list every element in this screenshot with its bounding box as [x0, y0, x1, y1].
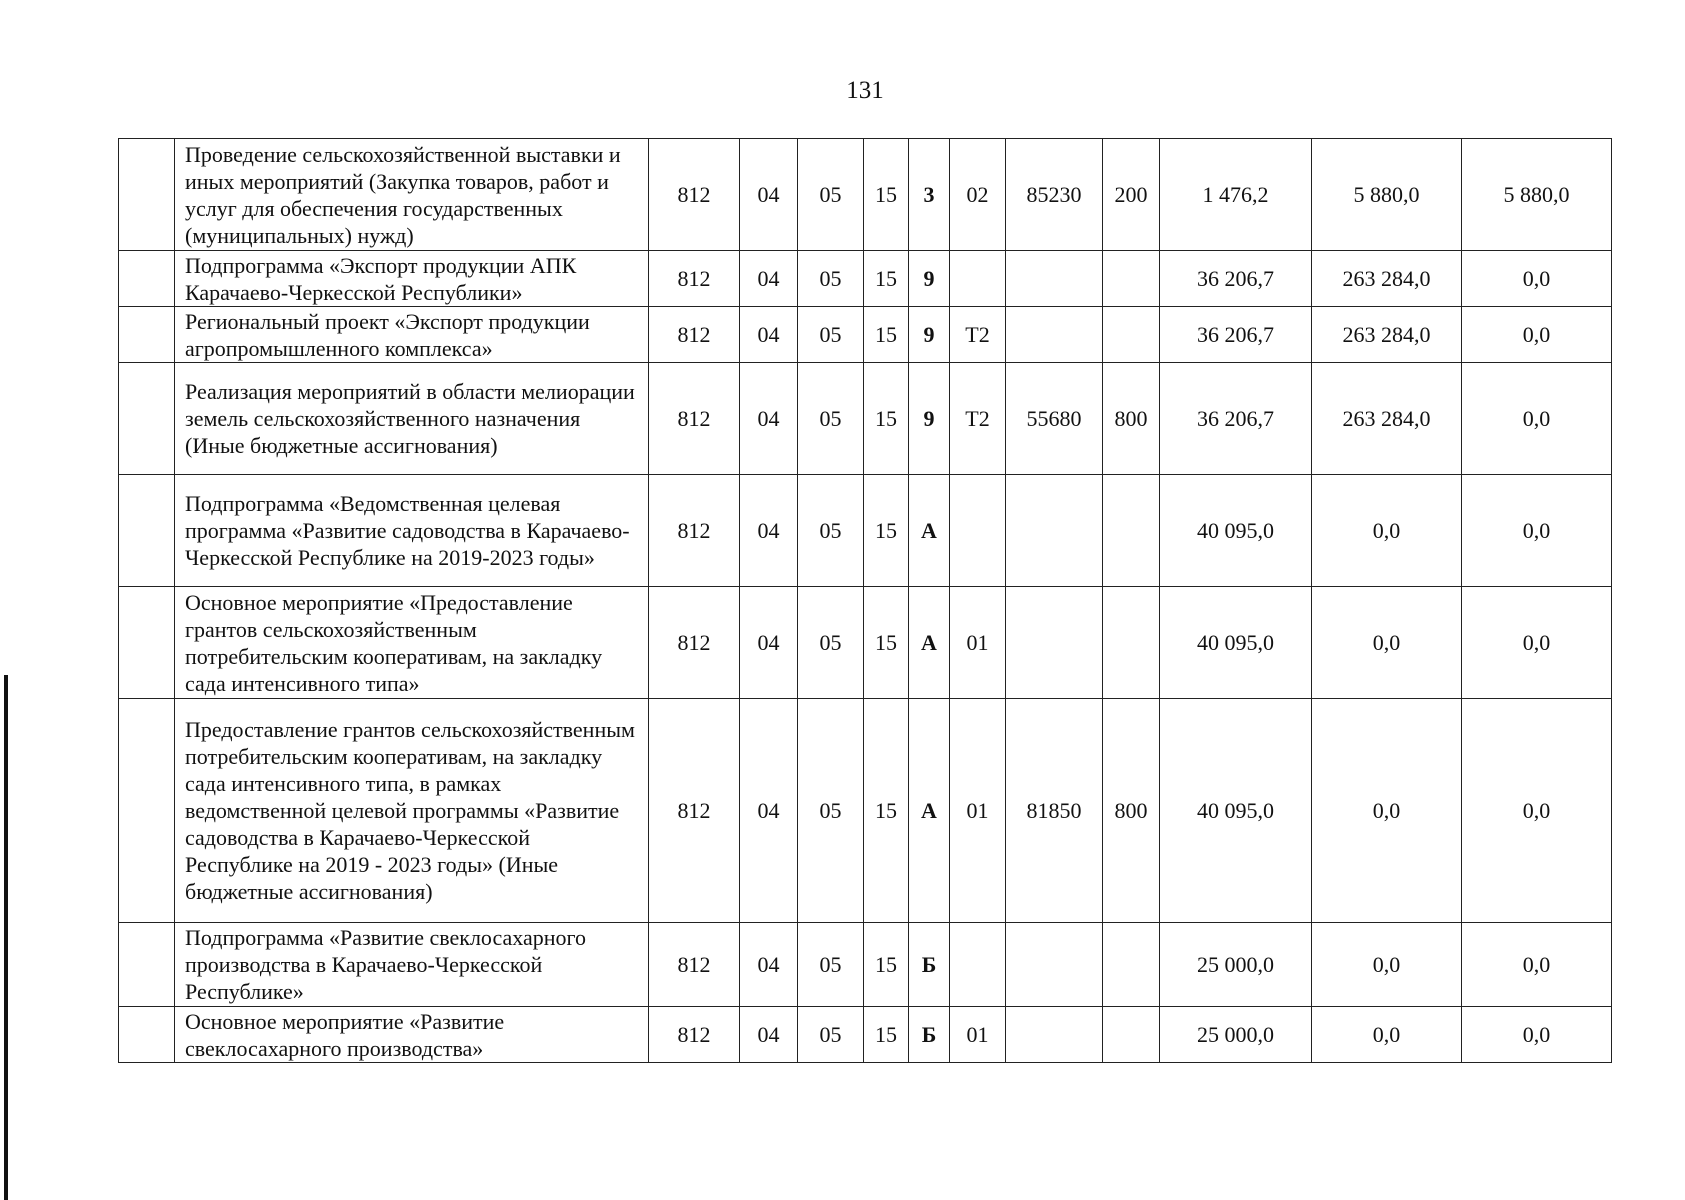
amount-year-2-cell: 0,0	[1312, 923, 1462, 1007]
amount-year-3-cell: 0,0	[1462, 699, 1612, 923]
program-code-cell: 15	[864, 251, 909, 307]
table-row	[119, 699, 1612, 923]
amount-year-2-cell: 5 880,0	[1312, 139, 1462, 251]
subprogram-code-cell: 9	[909, 363, 950, 475]
amount-year-1-cell: 25 000,0	[1160, 1007, 1312, 1063]
expense-direction-cell	[1006, 587, 1103, 699]
program-code-cell: 15	[864, 475, 909, 587]
subsection-code-cell: 05	[798, 699, 864, 923]
event-code-cell	[950, 475, 1006, 587]
expense-direction-cell	[1006, 923, 1103, 1007]
expense-type-cell	[1103, 1007, 1160, 1063]
expense-type-cell	[1103, 307, 1160, 363]
subsection-code-cell: 05	[798, 475, 864, 587]
expense-type-cell	[1103, 587, 1160, 699]
item-name-cell: Подпрограмма «Ведомственная целевая программа «Развитие садоводства в Карачаево-Черкесской Республике на 2019-2023 годы»	[175, 475, 649, 587]
subsection-code-cell: 05	[798, 139, 864, 251]
section-code-cell: 04	[740, 363, 798, 475]
subprogram-code-cell: А	[909, 699, 950, 923]
item-name-cell: Подпрограмма «Развитие свеклосахарного производства в Карачаево-Черкесской Республике»	[175, 923, 649, 1007]
row-number-cell	[119, 307, 175, 363]
amount-year-2-cell: 0,0	[1312, 1007, 1462, 1063]
item-name-cell: Основное мероприятие «Развитие свеклосахарного производства»	[175, 1007, 649, 1063]
event-code-cell: 01	[950, 699, 1006, 923]
event-code-cell: 02	[950, 139, 1006, 251]
subsection-code-cell: 05	[798, 1007, 864, 1063]
table-row	[119, 363, 1612, 475]
program-code-cell: 15	[864, 923, 909, 1007]
subsection-code-cell: 05	[798, 307, 864, 363]
row-number-cell	[119, 923, 175, 1007]
program-code-cell: 15	[864, 699, 909, 923]
item-name-cell: Предоставление грантов сельскохозяйственным потребительским кооперативам, на закладку сада интенсивного типа, в рамках ведомственной целевой программы «Развитие садоводства в Карачаево-Черкесской Республике на 2019 - 2023 годы» (Иные бюджетные ассигнования)	[175, 699, 649, 923]
budget-table	[118, 138, 1612, 1063]
amount-year-2-cell: 0,0	[1312, 587, 1462, 699]
ministry-code-cell: 812	[649, 363, 740, 475]
amount-year-2-cell: 263 284,0	[1312, 251, 1462, 307]
section-code-cell: 04	[740, 307, 798, 363]
amount-year-1-cell: 36 206,7	[1160, 363, 1312, 475]
expense-direction-cell	[1006, 251, 1103, 307]
amount-year-3-cell: 0,0	[1462, 307, 1612, 363]
amount-year-1-cell: 40 095,0	[1160, 587, 1312, 699]
section-code-cell: 04	[740, 1007, 798, 1063]
section-code-cell: 04	[740, 475, 798, 587]
ministry-code-cell: 812	[649, 923, 740, 1007]
subsection-code-cell: 05	[798, 363, 864, 475]
amount-year-2-cell: 263 284,0	[1312, 307, 1462, 363]
event-code-cell: Т2	[950, 363, 1006, 475]
amount-year-1-cell: 40 095,0	[1160, 475, 1312, 587]
subprogram-code-cell: 9	[909, 251, 950, 307]
section-code-cell: 04	[740, 923, 798, 1007]
ministry-code-cell: 812	[649, 1007, 740, 1063]
expense-type-cell: 800	[1103, 699, 1160, 923]
item-name-cell: Проведение сельскохозяйственной выставки и иных мероприятий (Закупка товаров, работ и услуг для обеспечения государственных (муниципальных) нужд)	[175, 139, 649, 251]
item-name-cell: Региональный проект «Экспорт продукции агропромышленного комплекса»	[175, 307, 649, 363]
page-number: 131	[846, 77, 884, 104]
amount-year-2-cell: 263 284,0	[1312, 363, 1462, 475]
item-name-cell: Основное мероприятие «Предоставление грантов сельскохозяйственным потребительским кооперативам, на закладку сада интенсивного типа»	[175, 587, 649, 699]
item-name-cell: Реализация мероприятий в области мелиорации земель сельскохозяйственного назначения (Иные бюджетные ассигнования)	[175, 363, 649, 475]
expense-type-cell	[1103, 923, 1160, 1007]
program-code-cell: 15	[864, 1007, 909, 1063]
section-code-cell: 04	[740, 699, 798, 923]
subsection-code-cell: 05	[798, 251, 864, 307]
expense-type-cell	[1103, 251, 1160, 307]
scan-edge-line	[4, 675, 8, 1200]
row-number-cell	[119, 1007, 175, 1063]
table-row	[119, 251, 1612, 307]
ministry-code-cell: 812	[649, 587, 740, 699]
table-row	[119, 1007, 1612, 1063]
expense-direction-cell	[1006, 1007, 1103, 1063]
amount-year-3-cell: 0,0	[1462, 363, 1612, 475]
amount-year-3-cell: 5 880,0	[1462, 139, 1612, 251]
amount-year-3-cell: 0,0	[1462, 1007, 1612, 1063]
table-row	[119, 923, 1612, 1007]
amount-year-1-cell: 36 206,7	[1160, 251, 1312, 307]
amount-year-1-cell: 25 000,0	[1160, 923, 1312, 1007]
program-code-cell: 15	[864, 587, 909, 699]
subprogram-code-cell: Б	[909, 1007, 950, 1063]
amount-year-3-cell: 0,0	[1462, 251, 1612, 307]
amount-year-1-cell: 36 206,7	[1160, 307, 1312, 363]
amount-year-3-cell: 0,0	[1462, 475, 1612, 587]
ministry-code-cell: 812	[649, 307, 740, 363]
ministry-code-cell: 812	[649, 699, 740, 923]
expense-direction-cell: 81850	[1006, 699, 1103, 923]
subsection-code-cell: 05	[798, 923, 864, 1007]
table-row	[119, 587, 1612, 699]
section-code-cell: 04	[740, 139, 798, 251]
subprogram-code-cell: А	[909, 475, 950, 587]
amount-year-3-cell: 0,0	[1462, 587, 1612, 699]
row-number-cell	[119, 475, 175, 587]
event-code-cell: 01	[950, 587, 1006, 699]
program-code-cell: 15	[864, 139, 909, 251]
expense-type-cell: 200	[1103, 139, 1160, 251]
item-name-cell: Подпрограмма «Экспорт продукции АПК Карачаево-Черкесской Республики»	[175, 251, 649, 307]
row-number-cell	[119, 251, 175, 307]
event-code-cell: Т2	[950, 307, 1006, 363]
table-row	[119, 475, 1612, 587]
program-code-cell: 15	[864, 307, 909, 363]
expense-direction-cell	[1006, 307, 1103, 363]
table-row	[119, 139, 1612, 251]
ministry-code-cell: 812	[649, 475, 740, 587]
expense-direction-cell: 55680	[1006, 363, 1103, 475]
subprogram-code-cell: А	[909, 587, 950, 699]
ministry-code-cell: 812	[649, 251, 740, 307]
subprogram-code-cell: 3	[909, 139, 950, 251]
expense-direction-cell	[1006, 475, 1103, 587]
row-number-cell	[119, 363, 175, 475]
subprogram-code-cell: 9	[909, 307, 950, 363]
amount-year-1-cell: 1 476,2	[1160, 139, 1312, 251]
row-number-cell	[119, 587, 175, 699]
ministry-code-cell: 812	[649, 139, 740, 251]
expense-type-cell: 800	[1103, 363, 1160, 475]
amount-year-2-cell: 0,0	[1312, 699, 1462, 923]
subsection-code-cell: 05	[798, 587, 864, 699]
row-number-cell	[119, 139, 175, 251]
expense-direction-cell: 85230	[1006, 139, 1103, 251]
table-row	[119, 307, 1612, 363]
row-number-cell	[119, 699, 175, 923]
amount-year-2-cell: 0,0	[1312, 475, 1462, 587]
amount-year-3-cell: 0,0	[1462, 923, 1612, 1007]
event-code-cell	[950, 251, 1006, 307]
event-code-cell: 01	[950, 1007, 1006, 1063]
amount-year-1-cell: 40 095,0	[1160, 699, 1312, 923]
subprogram-code-cell: Б	[909, 923, 950, 1007]
section-code-cell: 04	[740, 251, 798, 307]
program-code-cell: 15	[864, 363, 909, 475]
section-code-cell: 04	[740, 587, 798, 699]
expense-type-cell	[1103, 475, 1160, 587]
event-code-cell	[950, 923, 1006, 1007]
